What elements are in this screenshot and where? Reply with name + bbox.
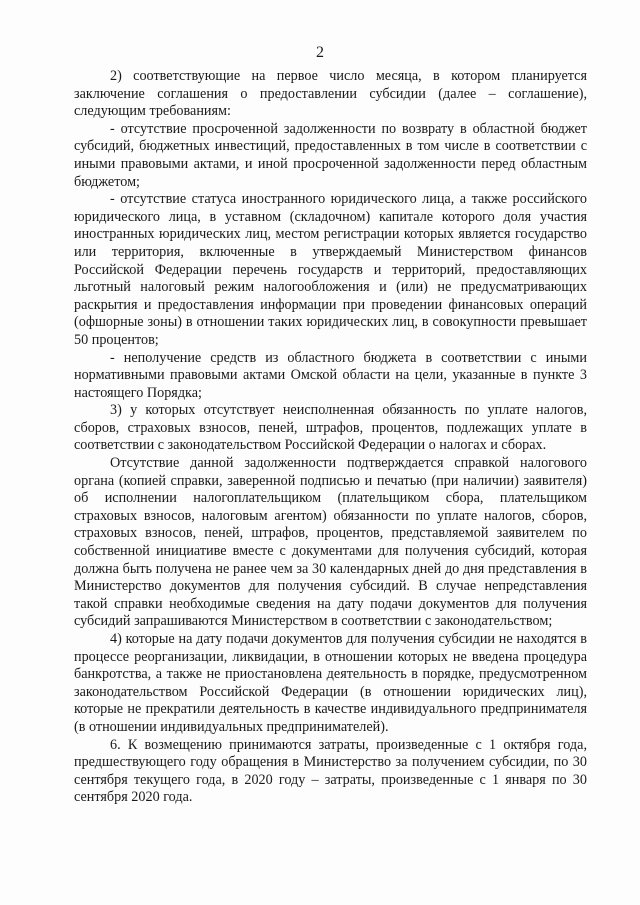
paragraph-item-4-reorganization: 4) которые на дату подачи документов для получения субсидии не находятся в процессе реорганизации, ликвидации, в отношении которых не введена процедура банкротства, а также не приостановлена деятельность в порядке, предусмотренном законодательством Российской Федерации (в отношении юридических лиц), которые не прекратили деятельность в качестве индивидуального предпринимателя (в отношении индивидуальных предпринимателей). bbox=[74, 631, 587, 735]
document-body bbox=[74, 68, 587, 807]
paragraph-no-overdue-debt: - отсутствие просроченной задолженности по возврату в областной бюджет субсидий, бюджетных инвестиций, предоставленных в том числе в соответствии с иными правовыми актами, и иной просроченной задолженности перед областным бюджетом; bbox=[74, 120, 587, 190]
paragraph-item-2-requirements: 2) соответствующие на первое число месяца, в котором планируется заключение соглашения о предоставлении субсидии (далее – соглашение), следующим требованиям: bbox=[74, 68, 587, 120]
paragraph-item-3-taxes: 3) у которых отсутствует неисполненная обязанность по уплате налогов, сборов, страховых взносов, пеней, штрафов, процентов, подлежащих уплате в соответствии с законодательством Российской Федерации о налогах и сборах. bbox=[74, 402, 587, 454]
paragraph-tax-certificate: Отсутствие данной задолженности подтверждается справкой налогового органа (копией справки, заверенной подписью и печатью (при наличии) заявителя) об исполнении налогоплательщиком (плательщиком сбора, плательщиком страховых взносов, налоговым агентом) обязанности по уплате налогов, сборов, страховых взносов, пеней, штрафов, процентов, представляемой заявителем по собственной инициативе вместе с документами для получения субсидий, которая должна быть получена не ранее чем за 30 календарных дней до дня представления в Министерство документов для получения субсидий. В случае непредставления такой справки необходимые сведения на дату подачи документов для получения субсидий запрашиваются Министерством в соответствии с законодательством; bbox=[74, 455, 587, 630]
paragraph-no-other-funds: - неполучение средств из областного бюджета в соответствии с иными нормативными правовыми актами Омской области на цели, указанные в пункте 3 настоящего Порядка; bbox=[74, 349, 587, 401]
paragraph-no-foreign-status: - отсутствие статуса иностранного юридического лица, а также российского юридического лица, в уставном (складочном) капитале которого доля участия иностранных юридических лиц, местом регистрации которых является государство или территория, включенные в утверждаемый Министерством финансов Российской Федерации перечень государств и территорий, предоставляющих льготный налоговый режим налогообложения и (или) не предусматривающих раскрытия и предоставления информации при проведении финансовых операций (офшорные зоны) в отношении таких юридических лиц, в совокупности превышает 50 процентов; bbox=[74, 191, 587, 348]
page-number: 2 bbox=[316, 44, 324, 61]
paragraph-item-6-costs: 6. К возмещению принимаются затраты, произведенные с 1 октября года, предшествующего году обращения в Министерство за получением субсидии, по 30 сентября текущего года, в 2020 году – затраты, произведенные с 1 января по 30 сентября 2020 года. bbox=[74, 736, 587, 806]
